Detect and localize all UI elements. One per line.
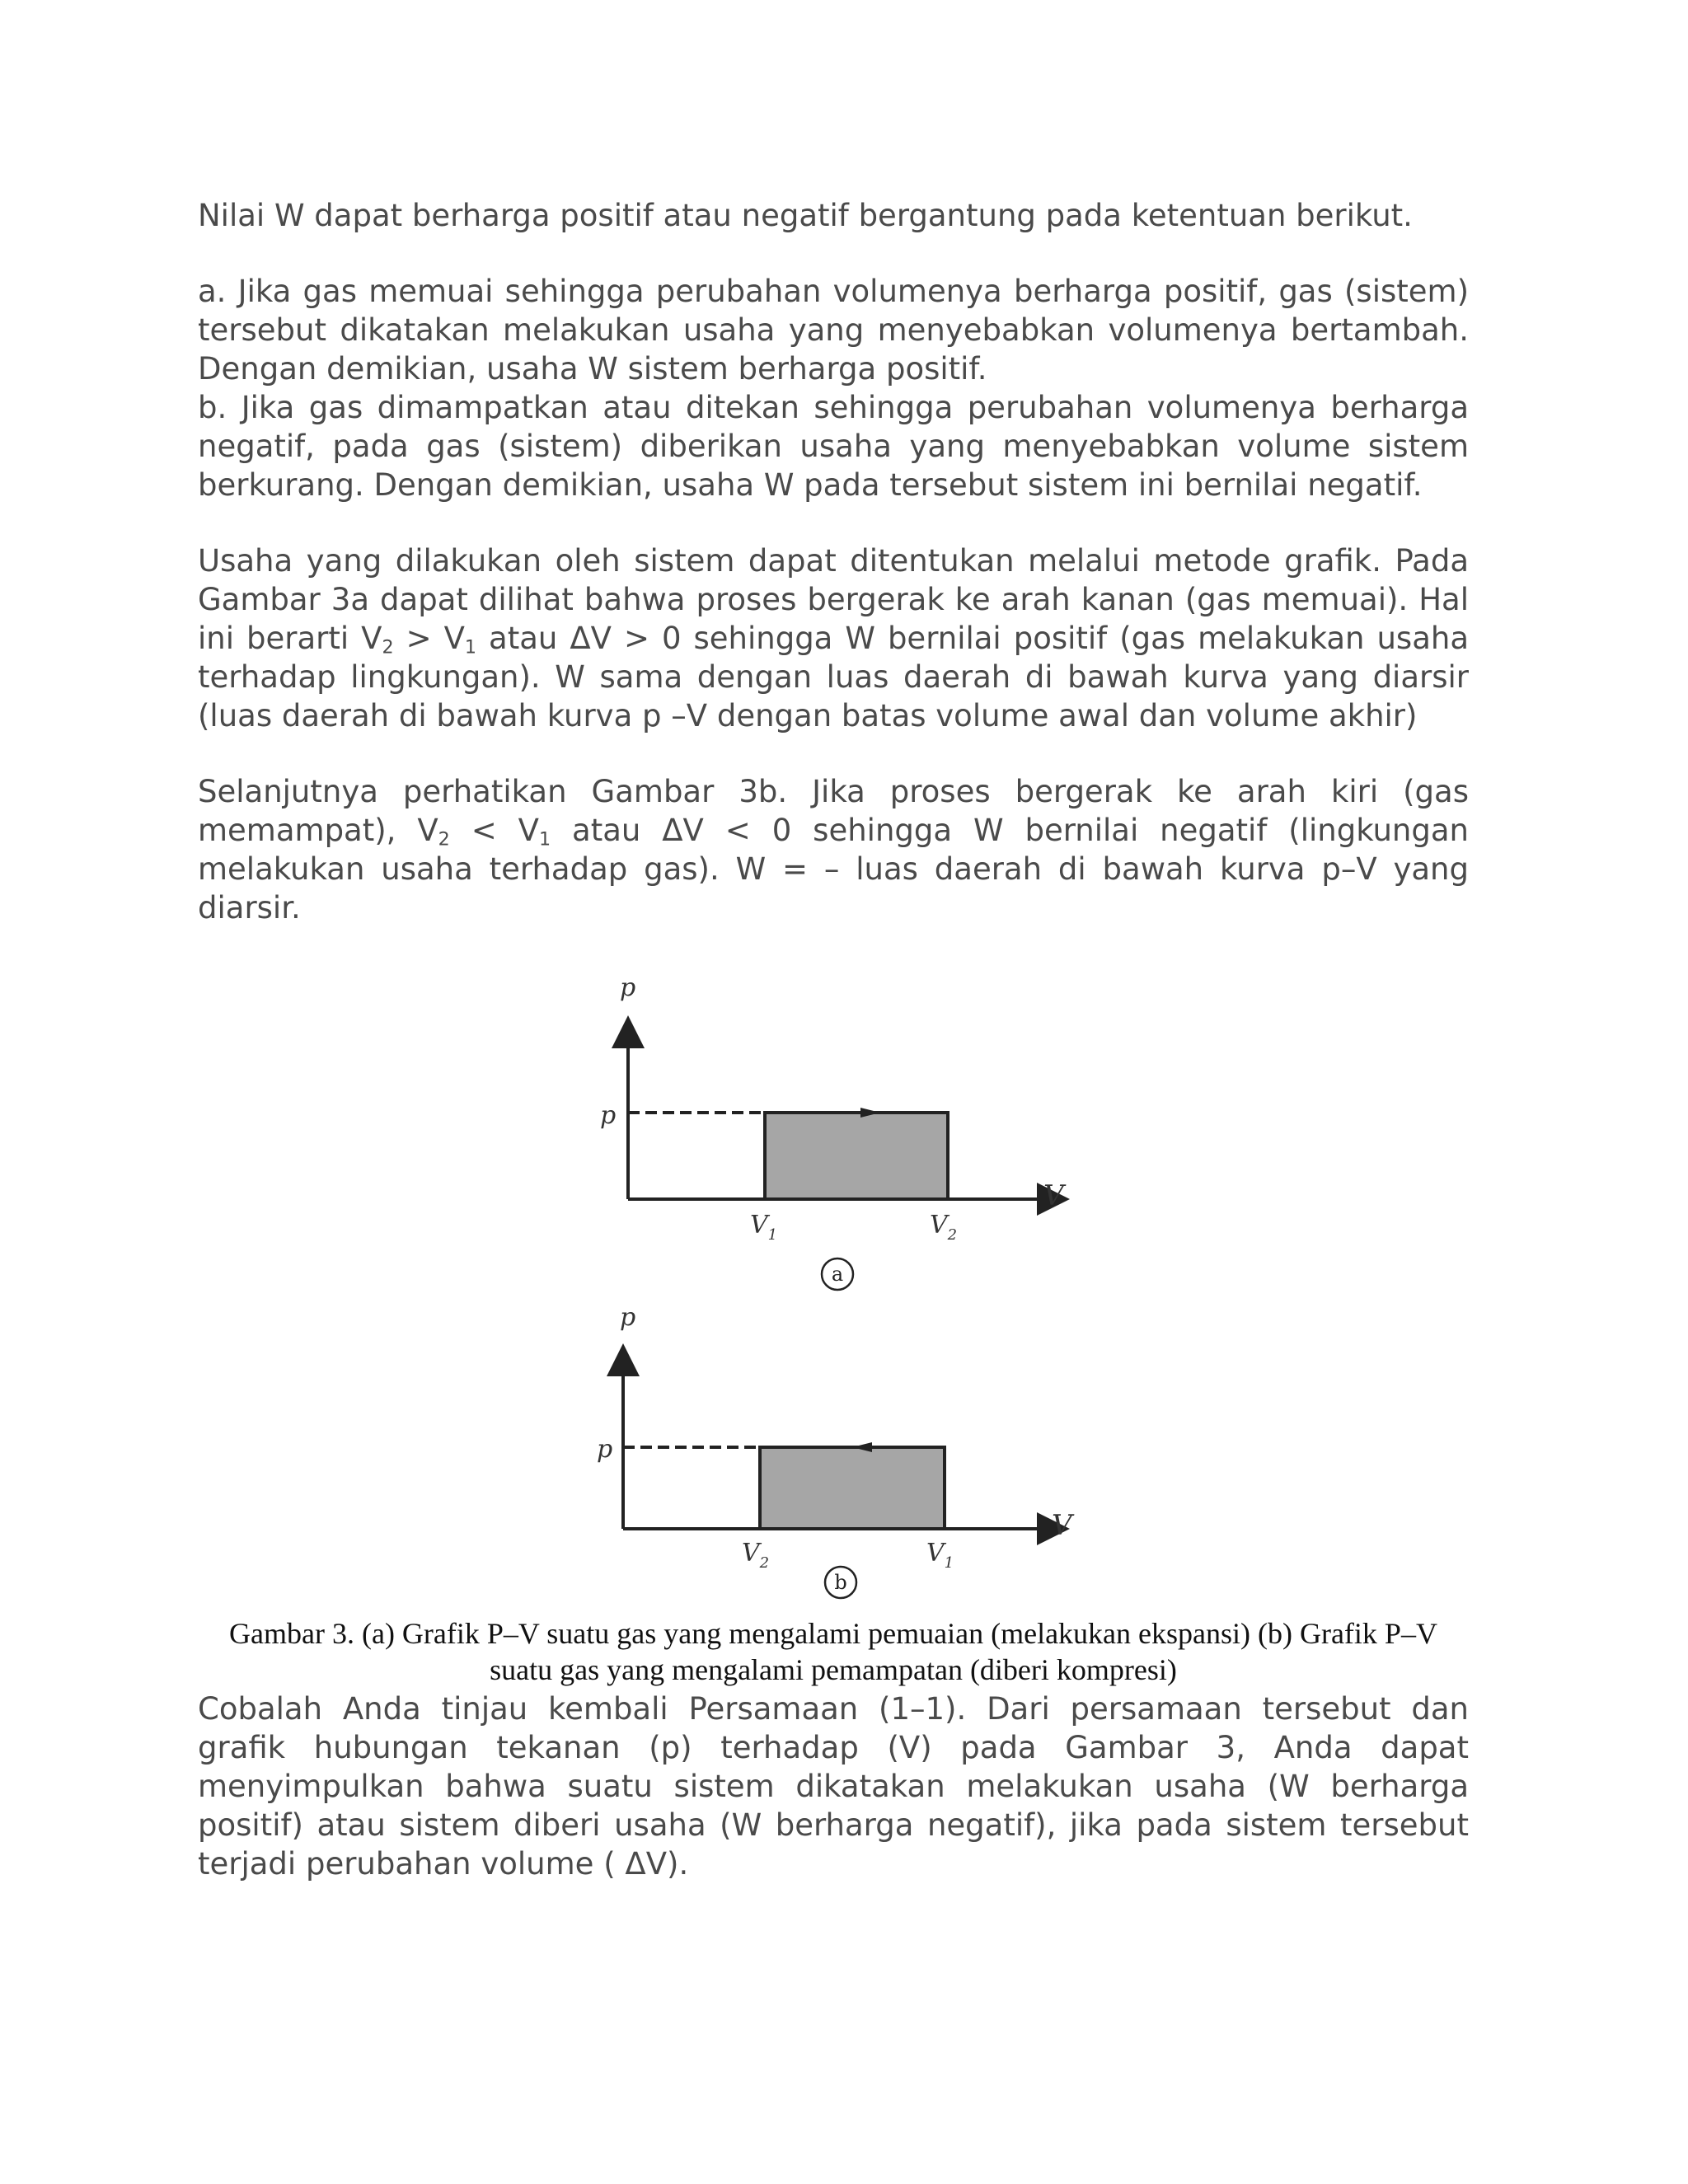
paragraph-graph-a	[198, 541, 1469, 735]
diagram-b-y-axis-label: p	[620, 1303, 636, 1332]
diagram-b-badge-text: b	[834, 1571, 847, 1594]
paragraph-intro: Nilai W dapat berharga positif atau negatif bergantung pada ketentuan berikut.	[198, 198, 1413, 233]
graph-a-text-2: atau ΔV > 0 sehingga W bernilai positif (gas melakukan usaha terhadap lingkungan). W sama dengan luas daerah di bawah kurva yang diarsir (luas daerah di bawah kurva p –V dengan batas volume awal dan volume akhir)	[198, 621, 1469, 733]
diagram-a-v-right-label: $V_2$	[930, 1211, 958, 1244]
graph-b-text-2: atau ΔV < 0 sehingga W bernilai negatif (lingkungan melakukan usaha terhadap gas). W = – luas daerah di bawah kurva p–V yang diarsir.	[198, 813, 1469, 926]
diagram-b-p-label: p	[597, 1435, 613, 1464]
figure-caption: Gambar 3. (a) Grafik P–V suatu gas yang mengalami pemuaian (melakukan ekspansi) (b) Grafik P–V suatu gas yang mengalami pemampatan (diberi kompresi)	[229, 1617, 1437, 1686]
pv-figure	[577, 963, 1104, 1605]
diagram-a-x-axis-label: V	[1043, 1179, 1064, 1212]
diagram-b-x-axis-label: V	[1052, 1509, 1072, 1542]
diagram-a-v-left-label: $V_1$	[750, 1211, 778, 1244]
diagram-a-p-label: p	[600, 1101, 617, 1130]
paragraph-item-a: a. Jika gas memuai sehingga perubahan volumenya berharga positif, gas (sistem) tersebut dikatakan melakukan usaha yang menyebabkan volumenya bertambah. Dengan demikian, usaha W sistem berharga positif.	[198, 274, 1469, 387]
paragraph-conclusion: Cobalah Anda tinjau kembali Persamaan (1–1). Dari persamaan tersebut dan grafik hubungan tekanan (p) terhadap (V) pada Gambar 3, Anda dapat menyimpulkan bahwa suatu sistem dikatakan melakukan usaha (W berharga positif) atau sistem diberi usaha (W berharga negatif), jika pada sistem tersebut terjadi perubahan volume ( ΔV).	[198, 1691, 1469, 1882]
math-v2-lt-v1: $V_2 < V_1$	[417, 813, 551, 851]
diagram-a-work-area	[765, 1113, 948, 1199]
paragraph-item-b: b. Jika gas dimampatkan atau ditekan sehingga perubahan volumenya berharga negatif, pada gas (sistem) diberikan usaha yang menyebabkan volume sistem berkurang. Dengan demikian, usaha W pada tersebut sistem ini bernilai negatif.	[198, 390, 1469, 503]
diagram-a-y-axis-label: p	[620, 973, 636, 1002]
diagram-b-v-left-label: $V_2$	[742, 1539, 770, 1572]
diagram-b	[597, 1303, 1075, 1598]
pv-diagrams-svg	[577, 963, 1104, 1605]
diagram-a-badge-text: a	[831, 1263, 844, 1286]
conclusion-block	[198, 1690, 1469, 1883]
diagram-b-work-area	[760, 1447, 945, 1529]
math-v2-gt-v1: $V_2 > V_1$	[361, 621, 477, 658]
graph-b-text-1: Selanjutnya perhatikan Gambar 3b. Jika proses bergerak ke arah kiri (gas memampat),	[198, 774, 1469, 848]
diagram-b-v-right-label: $V_1$	[926, 1539, 954, 1572]
graph-a-text-1: Usaha yang dilakukan oleh sistem dapat ditentukan melalui metode grafik. Pada Gambar 3a dapat dilihat bahwa proses bergerak ke arah kanan (gas memuai). Hal ini berarti	[198, 543, 1469, 656]
document-body	[198, 196, 1469, 927]
diagram-a	[600, 973, 1067, 1290]
paragraph-graph-b	[198, 772, 1469, 927]
